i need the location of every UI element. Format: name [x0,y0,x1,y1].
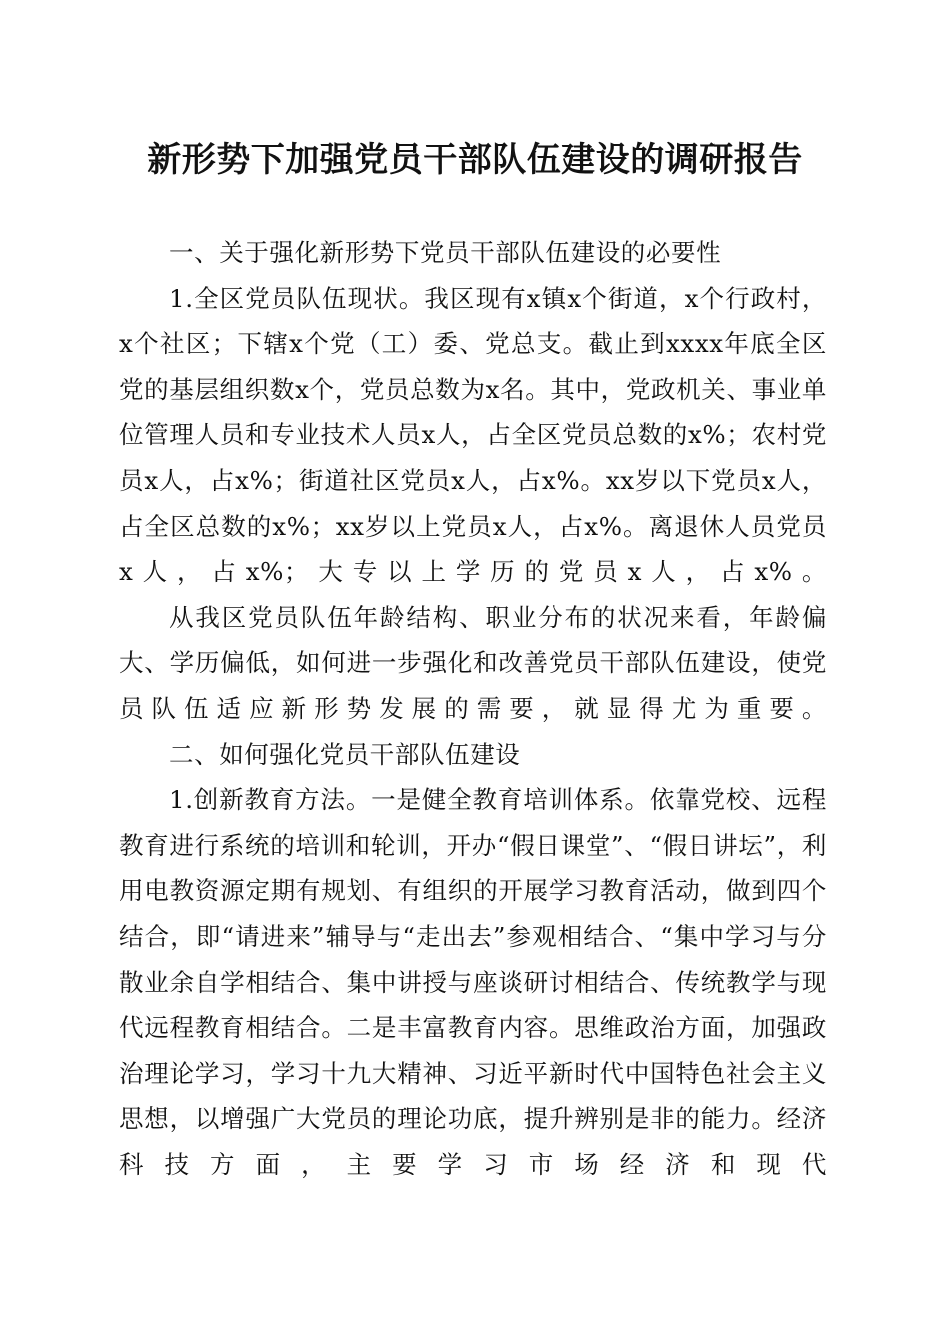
document-body [119,230,827,1187]
section-1-paragraph-2: 从我区党员队伍年龄结构、职业分布的状况来看，年龄偏大、学历偏低，如何进一步强化和改善党员干部队伍建设，使党员队伍适应新形势发展的需要，就显得尤为重要。 [119,602,827,723]
section-heading-2: 二、如何强化党员干部队伍建设 [169,739,521,769]
section-2-paragraph-1: 1.创新教育方法。一是健全教育培训体系。依靠党校、远程教育进行系统的培训和轮训，开办“假日课堂”、“假日讲坛”，利用电教资源定期有规划、有组织的开展学习教育活动，做到四个结合，即“请进来”辅导与“走出去”参观相结合、“集中学习与分散业余自学相结合、集中讲授与座谈研讨相结合、传统教学与现代远程教育相结合。二是丰富教育内容。思维政治方面，加强政治理论学习，学习十九大精神、习近平新时代中国特色社会主义思想，以增强广大党员的理论功底，提升辨别是非的能力。经济科技方面，主要学习市场经济和现代 [119,785,827,1179]
document-title: 新形势下加强党员干部队伍建设的调研报告 [147,140,803,180]
section-1-paragraph-1: 1.全区党员队伍现状。我区现有x镇x个街道，x个行政村，x个社区；下辖x个党（工）委、党总支。截止到xxxx年底全区党的基层组织数x个，党员总数为x名。其中，党政机关、事业单位管理人员和专业技术人员x人，占全区党员总数的x%；农村党员x人，占x%；街道社区党员x人，占x%。xx岁以下党员x人，占全区总数的x%；xx岁以上党员x人，占x%。离退休人员党员x人，占x%；大专以上学历的党员x人，占x%。 [119,283,827,587]
section-heading-1: 一、关于强化新形势下党员干部队伍建设的必要性 [169,238,722,267]
